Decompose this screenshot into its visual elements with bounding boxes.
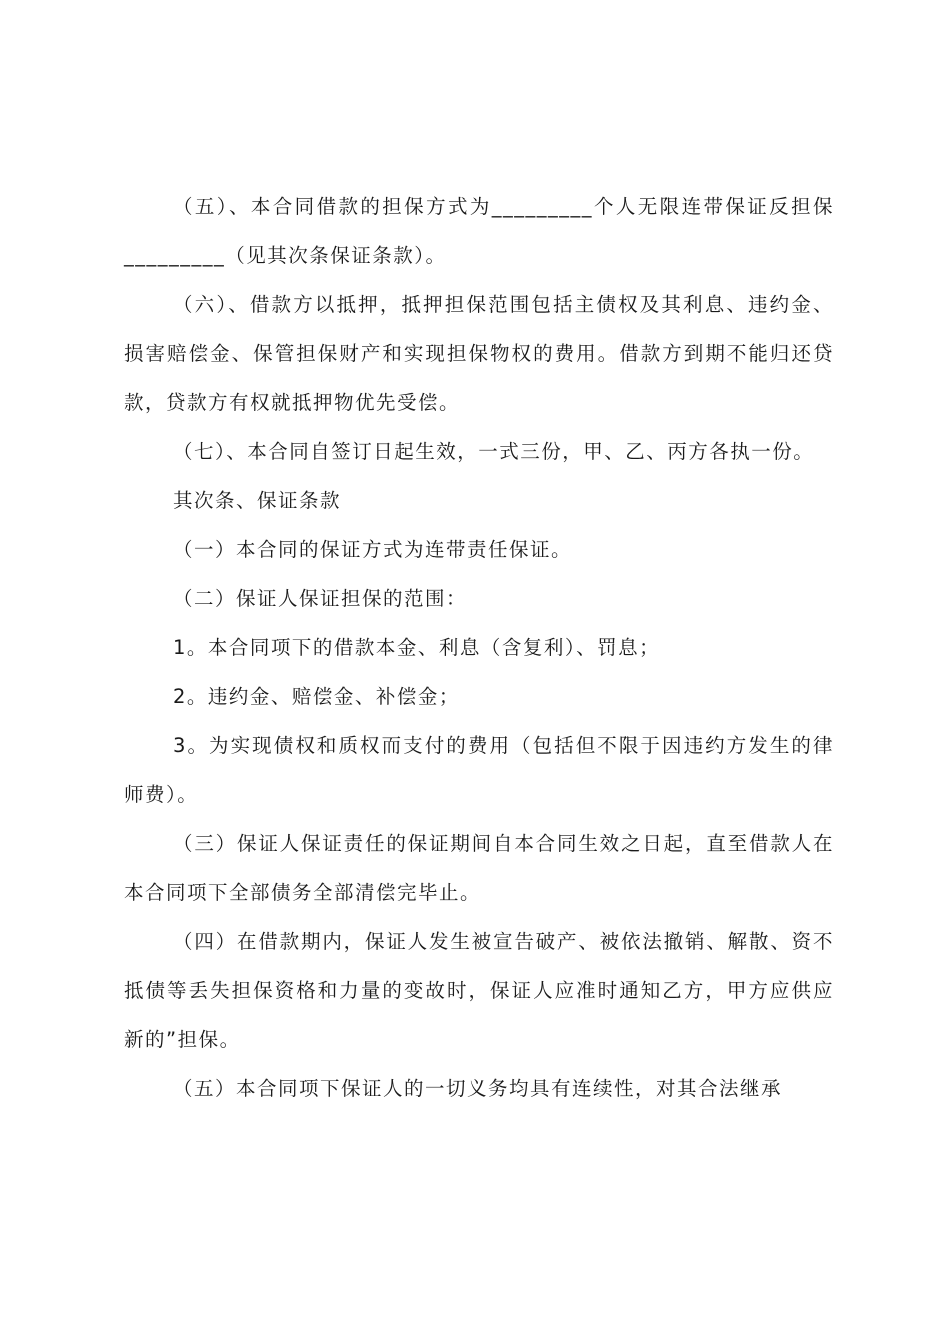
clause-5-guarantee-method: （五）、本合同借款的担保方式为_________个人无限连带保证反担保_________（见其次条保证条款）。 [124, 195, 834, 267]
contract-body [124, 182, 834, 1113]
clause-7-effectiveness: （七）、本合同自签订日起生效，一式三份，甲、乙、丙方各执一份。 [173, 440, 815, 463]
guarantee-clause-1: （一）本合同的保证方式为连带责任保证。 [173, 538, 573, 561]
guarantee-clause-5: （五）本合同项下保证人的一切义务均具有连续性，对其合法继承 [173, 1077, 783, 1100]
guarantee-clause-2: （二）保证人保证担保的范围： [173, 587, 468, 610]
guarantee-clause-4: （四）在借款期内，保证人发生被宣告破产、被依法撤销、解散、资不抵债等丢失担保资格和力量的变故时，保证人应准时通知乙方，甲方应供应新的”担保。 [124, 930, 834, 1051]
scope-item-1: 1。本合同项下的借款本金、利息（含复利）、罚息； [173, 636, 661, 659]
section-heading-guarantee-terms: 其次条、保证条款 [173, 489, 342, 512]
clause-6-mortgage: （六）、借款方以抵押，抵押担保范围包括主债权及其利息、违约金、损害赔偿金、保管担保财产和实现担保物权的费用。借款方到期不能归还贷款，贷款方有权就抵押物优先受偿。 [124, 293, 834, 414]
scope-item-3: 3。为实现债权和质权而支付的费用（包括但不限于因违约方发生的律师费）。 [124, 734, 834, 806]
scope-item-2: 2。违约金、赔偿金、补偿金； [173, 685, 460, 708]
guarantee-clause-3: （三）保证人保证责任的保证期间自本合同生效之日起，直至借款人在本合同项下全部债务全部清偿完毕止。 [124, 832, 834, 904]
